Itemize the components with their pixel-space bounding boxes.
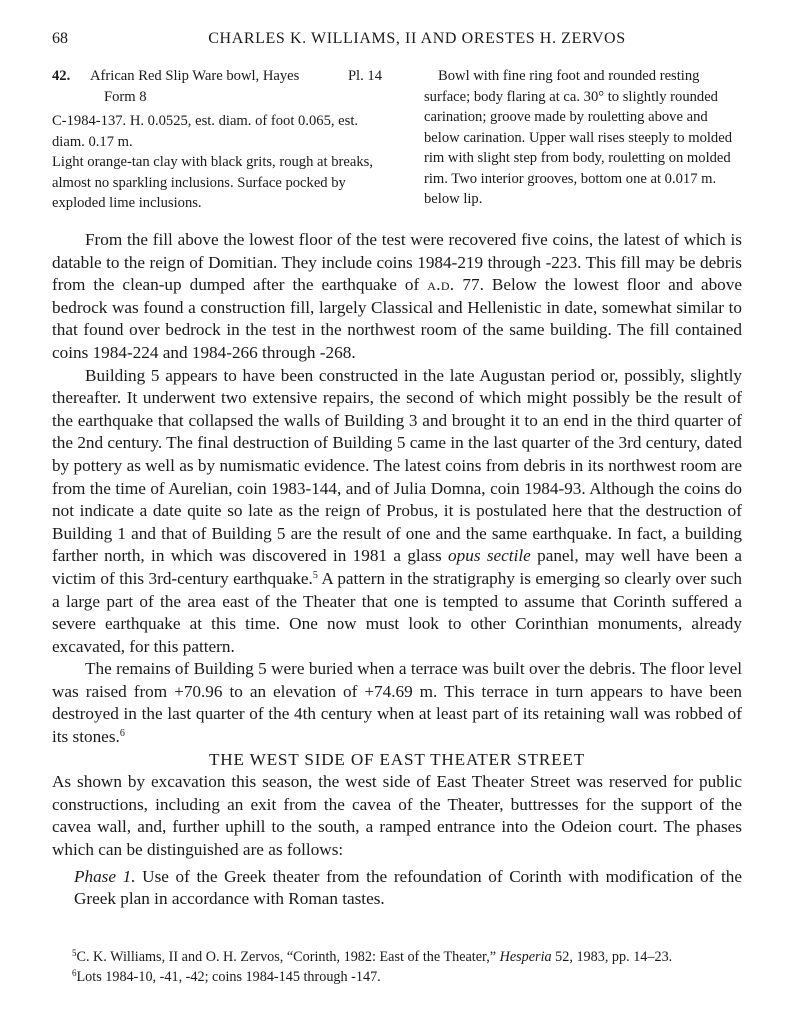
page-number: 68 xyxy=(52,30,68,47)
running-title: CHARLES K. WILLIAMS, II AND ORESTES H. ZERVOS xyxy=(208,30,626,47)
catalog-heading xyxy=(52,66,384,87)
paragraph-1: From the fill above the lowest floor of the test were recovered five coins, the latest of which is datable to the reign of Domitian. They include coins 1984-219 through -223. This fill may be debris from the clean-up dumped after the earthquake of a.d. 77. Below the lowest floor and above bedrock was found a construction fill, largely Classical and Hellenistic in date, somewhat similar to that found over bedrock in the test in the northwest room of the same building. The fill contained coins 1984-224 and 1984-266 through -268. xyxy=(52,230,742,362)
main-text xyxy=(52,229,742,911)
footnote-6: $^6$Lots 1984-10, -41, -42; coins 1984-145 through -147. xyxy=(72,967,381,985)
catalog-left-column xyxy=(52,66,384,214)
footnote-ref-5[interactable]: 5 xyxy=(312,569,318,581)
phase-label: Phase 1. xyxy=(74,866,136,886)
catalog-number: 42. xyxy=(52,68,71,84)
catalog-fabric: Light orange-tan clay with black grits, rough at breaks, almost no sparkling inclusions. Surface pocked by exploded lime inclusions. xyxy=(52,154,373,211)
catalog-description: Bowl with fine ring foot and rounded resting surface; body flaring at ca. 30° to slightly rounded carination; groove made by rouletting above and below carination. Upper wall rises steeply to molded rim with slight step from body, rouletting on molded rim. Two interior grooves, bottom one at 0.017 m. below lip. xyxy=(424,68,733,207)
catalog-item-name: African Red Slip Ware bowl, Hayes xyxy=(90,68,300,84)
catalog-right-column xyxy=(424,66,742,210)
footnote-ref-6[interactable]: 6 xyxy=(119,728,125,740)
plate-reference: Pl. 14 xyxy=(347,68,382,84)
catalog-entry xyxy=(52,66,742,216)
paragraph-3: The remains of Building 5 were buried when a terrace was built over the debris. The floor level was raised from +70.96 to an elevation of +74.69 m. This terrace in turn appears to have been destroyed in the last quarter of the 4th century when at least part of its retaining wall was robbed of its stones.$^6$ xyxy=(52,659,742,747)
phase-1: Phase 1. Use of the Greek theater from the refoundation of Corinth with modification of the Greek plan in accordance with Roman tastes. xyxy=(74,866,742,909)
paragraph-4: As shown by excavation this season, the west side of East Theater Street was reserved for public constructions, including an exit from the cavea of the Theater, buttresses for the support of the cavea wall, and, further uphill to the south, a ramped entrance into the Odeion court. The phases which can be distinguished are as follows: xyxy=(52,772,742,860)
catalog-inventory: C-1984-137. H. 0.0525, est. diam. of foot 0.065, est. diam. 0.17 m. xyxy=(52,113,359,150)
italic-term: opus sectile xyxy=(448,546,531,566)
running-header xyxy=(52,30,742,50)
footnote-5: $^5$C. K. Williams, II and O. H. Zervos, “Corinth, 1982: East of the Theater,” Hesperia 52, 1983, pp. 14–23. xyxy=(72,948,673,965)
era-abbreviation: a.d. xyxy=(427,275,455,295)
section-heading: THE WEST SIDE OF EAST THEATER STREET xyxy=(208,749,586,769)
catalog-form: Form 8 xyxy=(104,88,147,105)
footnotes xyxy=(52,948,742,987)
paragraph-2: Building 5 appears to have been constructed in the late Augustan period or, possibly, slightly thereafter. It underwent two extensive repairs, the second of which might possibly be the result of the earthquake that collapsed the walls of Building 3 and brought it to an end in the third quarter of the 2nd century. The final destruction of Building 5 came in the last quarter of the 3rd century, dated by pottery as well as by numismatic evidence. The latest coins from debris in its northwest room are from the time of Aurelian, coin 1983-144, and of Julia Domna, coin 1984-93. Although the coins do not indicate a date quite so late as the reign of Probus, it is postulated here that the destruction of Building 1 and that of Building 5 are the result of one and the same earthquake. In fact, a building farther north, in which was discovered in 1981 a glass opus sectile panel, may well have been a victim of this 3rd-century earthquake.$^5$ A pattern in the stratigraphy is emerging so clearly over such a large part of the area east of the Theater that one is tempted to assume that Corinth suffered a severe earthquake at this time. One now must look to other Corinthian monuments, already excavated, for this pattern. xyxy=(52,365,743,656)
